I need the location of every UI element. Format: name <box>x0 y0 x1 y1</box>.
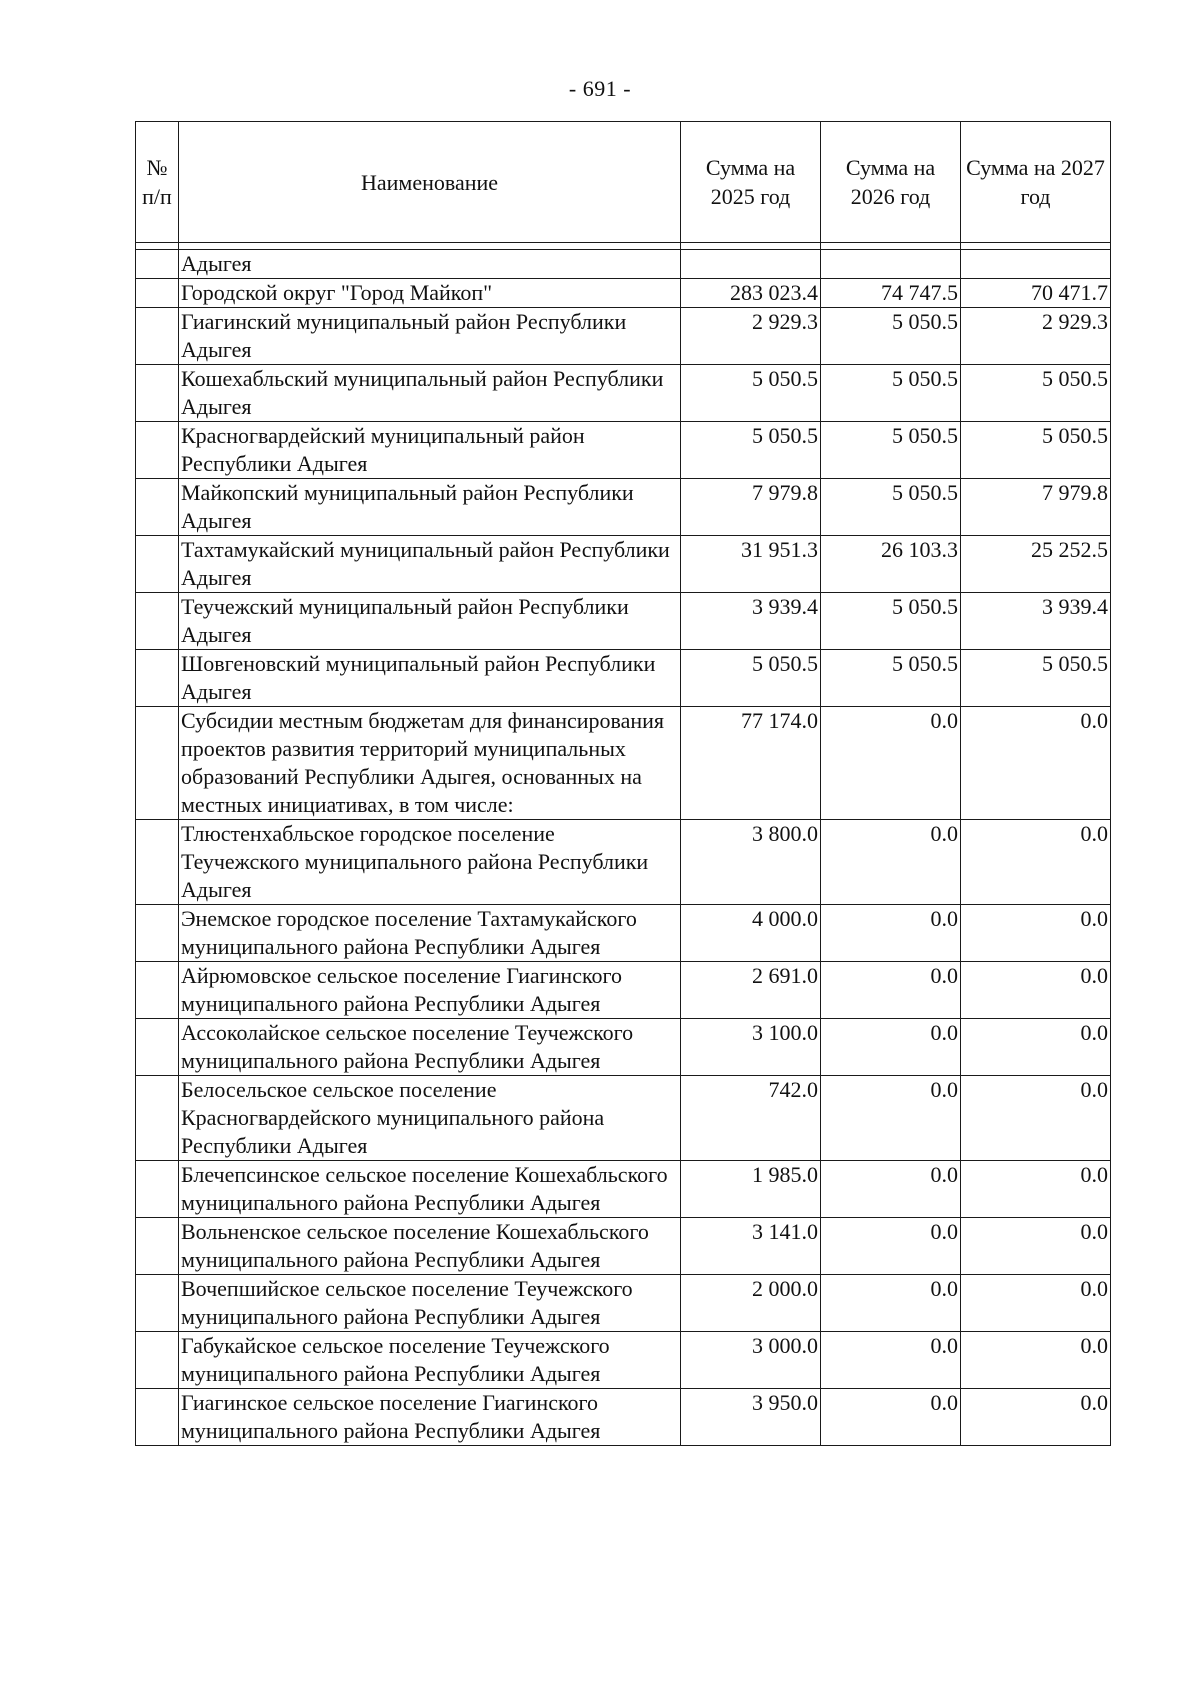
row-name: Теучежский муниципальный район Республики Адыгея <box>179 593 681 650</box>
row-value-2027: 0.0 <box>961 1019 1111 1076</box>
row-name: Вольненское сельское поселение Кошехабльского муниципального района Республики Адыгея <box>179 1218 681 1275</box>
row-value-2025: 5 050.5 <box>681 365 821 422</box>
row-value-2025: 31 951.3 <box>681 536 821 593</box>
table-header <box>136 122 1111 250</box>
row-value-2027: 25 252.5 <box>961 536 1111 593</box>
table-row <box>136 536 1111 593</box>
row-value-2026: 5 050.5 <box>821 422 961 479</box>
row-value-2025: 3 939.4 <box>681 593 821 650</box>
row-name: Вочепшийское сельское поселение Теучежского муниципального района Республики Адыгея <box>179 1275 681 1332</box>
row-number <box>136 593 179 650</box>
row-name: Блечепсинское сельское поселение Кошехабльского муниципального района Республики Адыгея <box>179 1161 681 1218</box>
row-value-2027 <box>961 250 1111 279</box>
row-value-2027: 0.0 <box>961 962 1111 1019</box>
row-value-2027: 7 979.8 <box>961 479 1111 536</box>
row-number <box>136 308 179 365</box>
table-row <box>136 1275 1111 1332</box>
row-value-2025: 3 950.0 <box>681 1389 821 1446</box>
row-number <box>136 279 179 308</box>
row-value-2027: 0.0 <box>961 1389 1111 1446</box>
row-value-2025: 2 691.0 <box>681 962 821 1019</box>
row-value-2025: 2 929.3 <box>681 308 821 365</box>
row-value-2026: 0.0 <box>821 707 961 820</box>
row-value-2026: 5 050.5 <box>821 479 961 536</box>
table-body <box>136 250 1111 1446</box>
row-value-2025: 4 000.0 <box>681 905 821 962</box>
row-number <box>136 1332 179 1389</box>
row-number <box>136 650 179 707</box>
table-row <box>136 650 1111 707</box>
table-row <box>136 479 1111 536</box>
row-name: Красногвардейский муниципальный район Республики Адыгея <box>179 422 681 479</box>
row-value-2026: 5 050.5 <box>821 308 961 365</box>
row-value-2025: 77 174.0 <box>681 707 821 820</box>
header-name: Наименование <box>179 122 681 243</box>
table-row <box>136 1019 1111 1076</box>
row-value-2026: 0.0 <box>821 962 961 1019</box>
row-value-2026: 0.0 <box>821 905 961 962</box>
table-row <box>136 1218 1111 1275</box>
row-name: Шовгеновский муниципальный район Республики Адыгея <box>179 650 681 707</box>
table-row <box>136 250 1111 279</box>
row-value-2026: 5 050.5 <box>821 365 961 422</box>
table-row <box>136 365 1111 422</box>
row-value-2026: 0.0 <box>821 1275 961 1332</box>
row-value-2026: 5 050.5 <box>821 593 961 650</box>
row-name: Майкопский муниципальный район Республики Адыгея <box>179 479 681 536</box>
row-name: Ассоколайское сельское поселение Теучежского муниципального района Республики Адыгея <box>179 1019 681 1076</box>
row-name: Гиагинское сельское поселение Гиагинского муниципального района Республики Адыгея <box>179 1389 681 1446</box>
row-value-2027: 70 471.7 <box>961 279 1111 308</box>
row-value-2026: 0.0 <box>821 1019 961 1076</box>
row-value-2027: 0.0 <box>961 905 1111 962</box>
row-name: Белосельское сельское поселение Красногвардейского муниципального района Республики Адыгея <box>179 1076 681 1161</box>
row-number <box>136 1389 179 1446</box>
table-row <box>136 1076 1111 1161</box>
row-value-2027: 2 929.3 <box>961 308 1111 365</box>
table-row <box>136 1389 1111 1446</box>
page-number: - 691 - <box>568 76 632 101</box>
row-number <box>136 1019 179 1076</box>
budget-table <box>135 121 1111 1446</box>
row-name: Субсидии местным бюджетам для финансирования проектов развития территорий муниципальных образований Республики Адыгея, основанных на местных инициативах, в том числе: <box>179 707 681 820</box>
row-number <box>136 250 179 279</box>
header-2025: Сумма на 2025 год <box>681 122 821 243</box>
table-row <box>136 820 1111 905</box>
row-value-2025: 5 050.5 <box>681 422 821 479</box>
row-value-2025: 2 000.0 <box>681 1275 821 1332</box>
row-number <box>136 820 179 905</box>
row-number <box>136 479 179 536</box>
row-value-2026: 5 050.5 <box>821 650 961 707</box>
table-row <box>136 1161 1111 1218</box>
table-row <box>136 905 1111 962</box>
table-row <box>136 279 1111 308</box>
table-row <box>136 707 1111 820</box>
row-value-2026: 0.0 <box>821 1161 961 1218</box>
row-number <box>136 422 179 479</box>
row-number <box>136 905 179 962</box>
table-row <box>136 593 1111 650</box>
row-value-2026 <box>821 250 961 279</box>
row-name: Городской округ "Город Майкоп" <box>179 279 681 308</box>
row-value-2025: 3 141.0 <box>681 1218 821 1275</box>
row-name: Тахтамукайский муниципальный район Республики Адыгея <box>179 536 681 593</box>
table-row <box>136 962 1111 1019</box>
row-value-2027: 0.0 <box>961 1332 1111 1389</box>
row-value-2027: 5 050.5 <box>961 365 1111 422</box>
row-value-2027: 5 050.5 <box>961 650 1111 707</box>
row-value-2026: 0.0 <box>821 1389 961 1446</box>
row-name: Гиагинский муниципальный район Республики Адыгея <box>179 308 681 365</box>
row-value-2025: 3 100.0 <box>681 1019 821 1076</box>
row-number <box>136 1076 179 1161</box>
row-value-2026: 26 103.3 <box>821 536 961 593</box>
row-value-2027: 0.0 <box>961 1076 1111 1161</box>
row-value-2027: 3 939.4 <box>961 593 1111 650</box>
header-2027: Сумма на 2027 год <box>961 122 1111 243</box>
row-number <box>136 707 179 820</box>
row-value-2027: 5 050.5 <box>961 422 1111 479</box>
row-number <box>136 962 179 1019</box>
row-value-2027: 0.0 <box>961 1275 1111 1332</box>
row-value-2027: 0.0 <box>961 1161 1111 1218</box>
row-value-2026: 0.0 <box>821 1076 961 1161</box>
row-value-2026: 74 747.5 <box>821 279 961 308</box>
row-number <box>136 1275 179 1332</box>
table-row <box>136 1332 1111 1389</box>
header-2026: Сумма на 2026 год <box>821 122 961 243</box>
row-name: Габукайское сельское поселение Теучежского муниципального района Республики Адыгея <box>179 1332 681 1389</box>
row-value-2025: 7 979.8 <box>681 479 821 536</box>
row-value-2025: 742.0 <box>681 1076 821 1161</box>
row-value-2026: 0.0 <box>821 1218 961 1275</box>
row-name: Адыгея <box>179 250 681 279</box>
table-row <box>136 422 1111 479</box>
row-name: Энемское городское поселение Тахтамукайского муниципального района Республики Адыгея <box>179 905 681 962</box>
row-value-2025: 5 050.5 <box>681 650 821 707</box>
row-value-2025: 283 023.4 <box>681 279 821 308</box>
row-number <box>136 1218 179 1275</box>
table-row <box>136 308 1111 365</box>
row-name: Айрюмовское сельское поселение Гиагинского муниципального района Республики Адыгея <box>179 962 681 1019</box>
row-name: Тлюстенхабльское городское поселение Теучежского муниципального района Республики Адыгея <box>179 820 681 905</box>
row-value-2026: 0.0 <box>821 1332 961 1389</box>
row-name: Кошехабльский муниципальный район Республики Адыгея <box>179 365 681 422</box>
row-value-2025: 3 000.0 <box>681 1332 821 1389</box>
header-spacer <box>136 243 1111 250</box>
row-number <box>136 365 179 422</box>
row-value-2025 <box>681 250 821 279</box>
row-value-2027: 0.0 <box>961 820 1111 905</box>
row-value-2027: 0.0 <box>961 1218 1111 1275</box>
row-value-2025: 3 800.0 <box>681 820 821 905</box>
row-value-2026: 0.0 <box>821 820 961 905</box>
row-number <box>136 536 179 593</box>
row-value-2027: 0.0 <box>961 707 1111 820</box>
row-value-2025: 1 985.0 <box>681 1161 821 1218</box>
row-number <box>136 1161 179 1218</box>
header-number: № п/п <box>136 122 179 243</box>
